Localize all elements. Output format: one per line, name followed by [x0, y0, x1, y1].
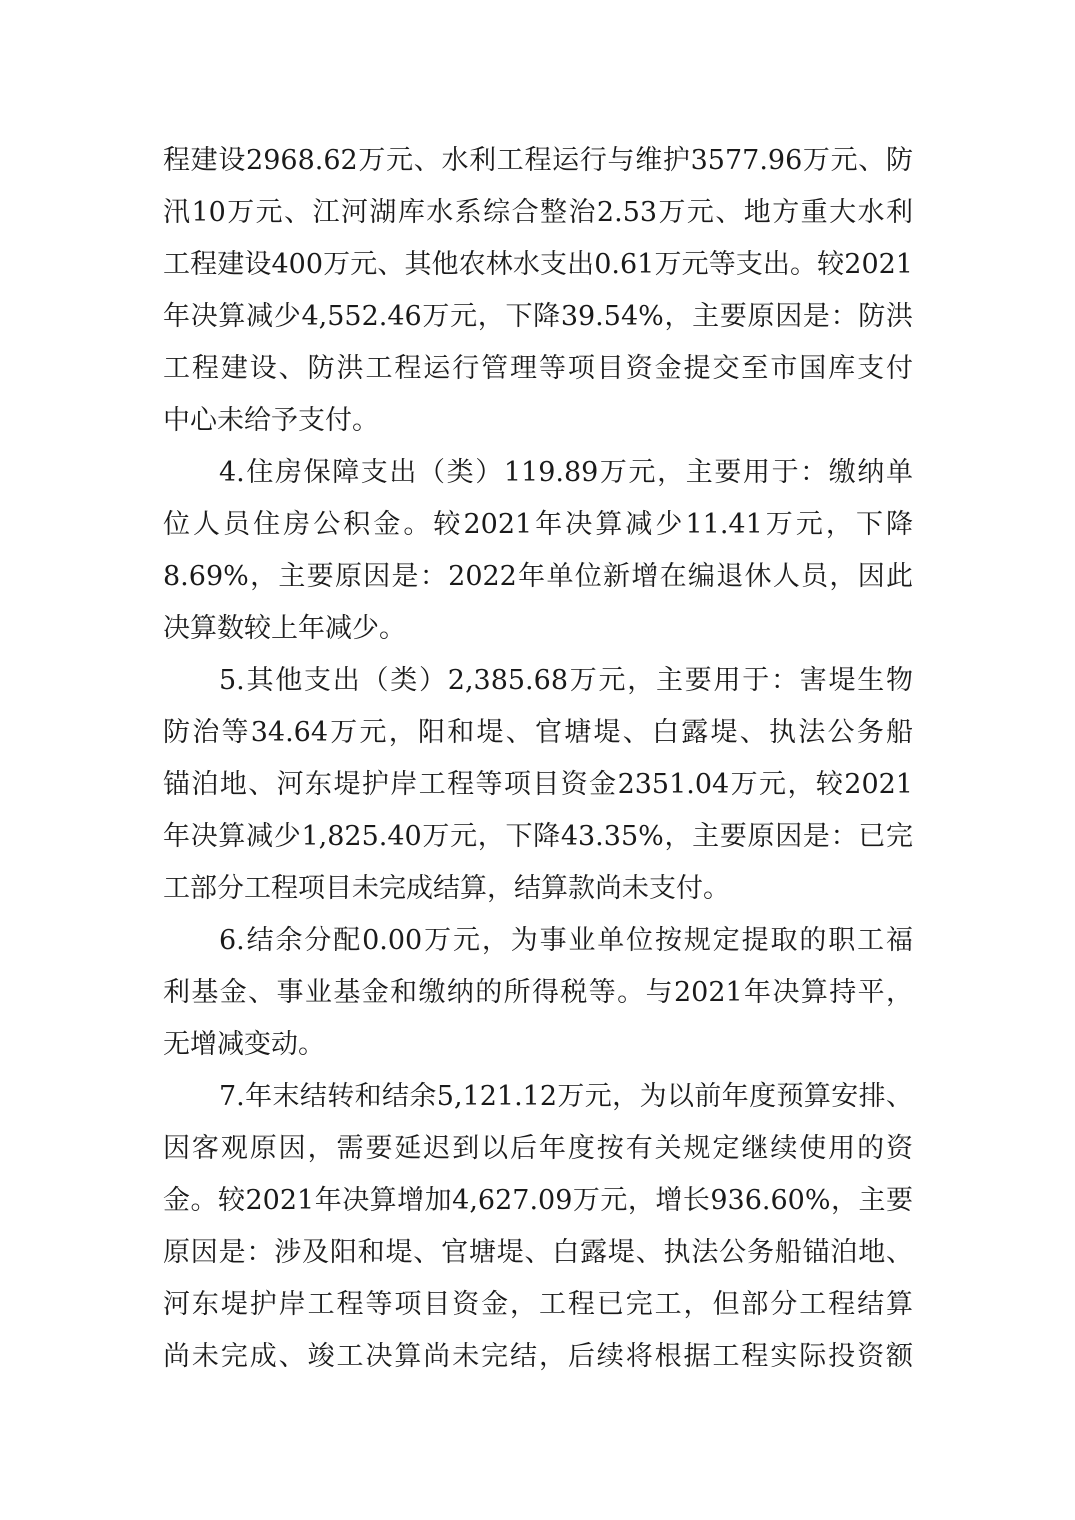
text-line: 8.69%，主要原因是：2022年单位新增在编退休人员，因此	[163, 561, 913, 592]
text-line: 利基金、事业基金和缴纳的所得税等。与2021年决算持平，	[163, 977, 913, 1008]
paragraph-p-5	[163, 655, 913, 915]
paragraph-p-4	[163, 447, 913, 655]
text-line: 原因是：涉及阳和堤、官塘堤、白露堤、执法公务船锚泊地、	[163, 1237, 913, 1268]
document-body	[163, 135, 913, 1383]
text-line: 汛10万元、江河湖库水系综合整治2.53万元、地方重大水利	[163, 197, 913, 228]
text-line: 工程建设、防洪工程运行管理等项目资金提交至市国库支付	[163, 353, 913, 384]
text-line: 河东堤护岸工程等项目资金，工程已完工，但部分工程结算	[163, 1289, 913, 1320]
text-line: 决算数较上年减少。	[163, 613, 406, 644]
text-line: 防治等34.64万元，阳和堤、官塘堤、白露堤、执法公务船	[163, 717, 913, 748]
text-line: 尚未完成、竣工决算尚未完结，后续将根据工程实际投资额	[163, 1341, 913, 1372]
text-line: 锚泊地、河东堤护岸工程等项目资金2351.04万元，较2021	[163, 769, 913, 800]
text-line: 工部分工程项目未完成结算，结算款尚未支付。	[163, 873, 730, 904]
text-line: 程建设2968.62万元、水利工程运行与维护3577.96万元、防	[163, 145, 913, 176]
text-line: 年决算减少1,825.40万元，下降43.35%，主要原因是：已完	[163, 821, 913, 852]
text-line: 4.住房保障支出（类）119.89万元，主要用于：缴纳单	[219, 457, 913, 488]
paragraph-p-6	[163, 915, 913, 1071]
text-line: 7.年末结转和结余5,121.12万元，为以前年度预算安排、	[219, 1081, 913, 1112]
text-line: 年决算减少4,552.46万元，下降39.54%，主要原因是：防洪	[163, 301, 913, 332]
text-line: 金。较2021年决算增加4,627.09万元，增长936.60%，主要	[163, 1185, 913, 1216]
text-line: 6.结余分配0.00万元，为事业单位按规定提取的职工福	[219, 925, 913, 956]
paragraph-p-7	[163, 1071, 913, 1383]
text-line: 因客观原因，需要延迟到以后年度按有关规定继续使用的资	[163, 1133, 913, 1164]
text-line: 无增减变动。	[163, 1029, 325, 1060]
text-line: 工程建设400万元、其他农林水支出0.61万元等支出。较2021	[163, 249, 913, 280]
text-line: 位人员住房公积金。较2021年决算减少11.41万元，下降	[163, 509, 913, 540]
text-line: 5.其他支出（类）2,385.68万元，主要用于：害堤生物	[219, 665, 913, 696]
paragraph-p-continued	[163, 135, 913, 447]
text-line: 中心未给予支付。	[163, 405, 379, 436]
